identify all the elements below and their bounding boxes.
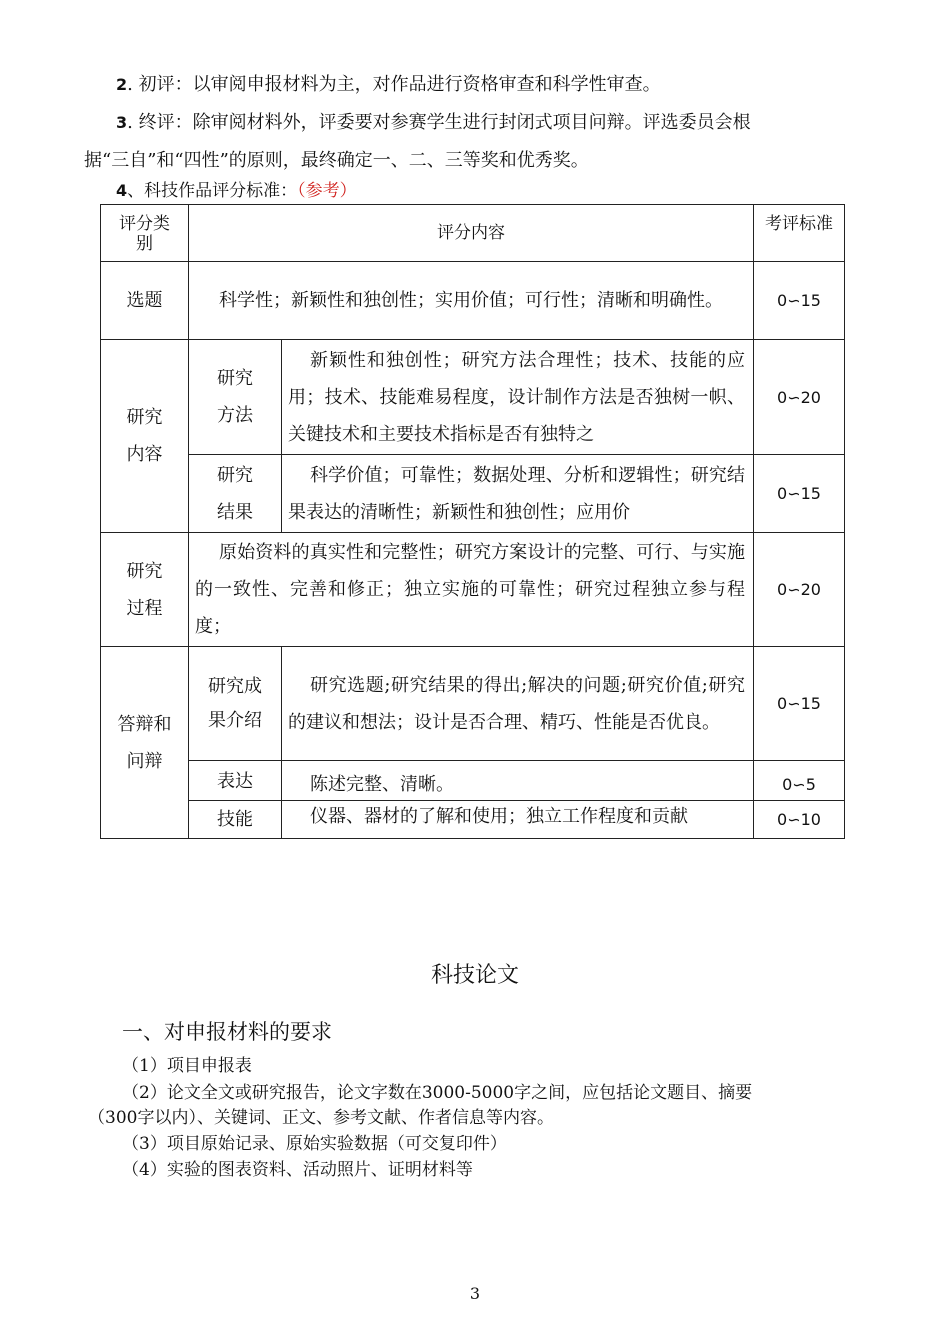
score-skill: 0∽10: [754, 801, 845, 839]
section-title: 科技论文: [430, 963, 519, 988]
page-number: 3: [469, 1284, 481, 1303]
content-method: 新颖性和独创性；研究方法合理性；技术、技能的应用；技术、技能难易程度，设计制作方法是否独树一帜、关键技术和主要技术指标是否有独特之: [282, 340, 754, 455]
section-heading: 一、对申报材料的要求: [122, 1020, 332, 1044]
score-result: 0∽15: [754, 455, 845, 533]
paragraph-preliminary-review: [116, 66, 661, 104]
table-row-skill: [101, 801, 845, 839]
header-category: 评分类别: [101, 205, 189, 262]
header-content: 评分内容: [189, 205, 754, 262]
score-expression: 0∽5: [754, 761, 845, 801]
paragraph-text: . 初评：以审阅申报材料为主，对作品进行资格审查和科学性审查。: [127, 74, 661, 95]
paragraph-final-review: [116, 104, 751, 142]
header-standard: 考评标准: [754, 205, 845, 262]
list-item: （1）项目申报表: [122, 1056, 252, 1076]
table-row-achievement: [101, 647, 845, 761]
item-number: 4: [116, 181, 128, 200]
paragraph-text: 据“三自”和“四性”的原则，最终确定一、二、三等奖和优秀奖。: [84, 150, 589, 171]
content-expression: 陈述完整、清晰。: [282, 761, 754, 801]
sub-skill: 技能: [189, 801, 282, 839]
table-caption: [116, 178, 357, 204]
item-number: 3: [116, 113, 128, 132]
score-achievement: 0∽15: [754, 647, 845, 761]
sub-result: 研究结果: [189, 455, 282, 533]
table-row-process: [101, 533, 845, 647]
sub-method: 研究方法: [189, 340, 282, 455]
table-row-expression: [101, 761, 845, 801]
list-item: （2）论文全文或研究报告，论文字数在3000-5000字之间，应包括论文题目、摘要: [122, 1083, 753, 1103]
paragraph-text: . 终评：除审阅材料外，评委要对参赛学生进行封闭式项目问辩。评选委员会根: [127, 112, 751, 133]
table-row-result: [101, 455, 845, 533]
reference-note: （参考）: [297, 181, 357, 201]
content-skill: 仪器、器材的了解和使用；独立工作程度和贡献: [282, 801, 754, 839]
caption-text: 、科技作品评分标准：: [127, 181, 298, 201]
paragraph-final-review-cont: [84, 142, 589, 180]
category-topic: 选题: [101, 262, 189, 340]
item-number: 2: [116, 75, 128, 94]
category-defense: 答辩和问辩: [101, 647, 189, 839]
sub-achievement: 研究成果介绍: [189, 647, 282, 761]
table-header-row: [101, 205, 845, 262]
score-method: 0∽20: [754, 340, 845, 455]
category-process: 研究过程: [101, 533, 189, 647]
content-result: 科学价值；可靠性；数据处理、分析和逻辑性；研究结果表达的清晰性；新颖性和独创性；应用价: [282, 455, 754, 533]
category-research-content: 研究内容: [101, 340, 189, 533]
list-item: （3）项目原始记录、原始实验数据（可交复印件）: [122, 1134, 507, 1154]
content-process: 原始资料的真实性和完整性；研究方案设计的完整、可行、与实施的一致性、完善和修正；独立实施的可靠性；研究过程独立参与程度；: [189, 533, 754, 647]
scoring-table: [100, 204, 845, 839]
table-row-method: [101, 340, 845, 455]
score-process: 0∽20: [754, 533, 845, 647]
score-topic: 0∽15: [754, 262, 845, 340]
sub-expression: 表达: [189, 761, 282, 801]
content-achievement: 研究选题;研究结果的得出;解决的问题;研究价值;研究的建议和想法；设计是否合理、精巧、性能是否优良。: [282, 647, 754, 761]
content-topic: 科学性；新颖性和独创性；实用价值；可行性；清晰和明确性。: [189, 262, 754, 340]
list-item-continuation: （300字以内）、关键词、正文、参考文献、作者信息等内容。: [88, 1108, 554, 1128]
table-row-topic: [101, 262, 845, 340]
list-item: （4）实验的图表资料、活动照片、证明材料等: [122, 1160, 473, 1180]
